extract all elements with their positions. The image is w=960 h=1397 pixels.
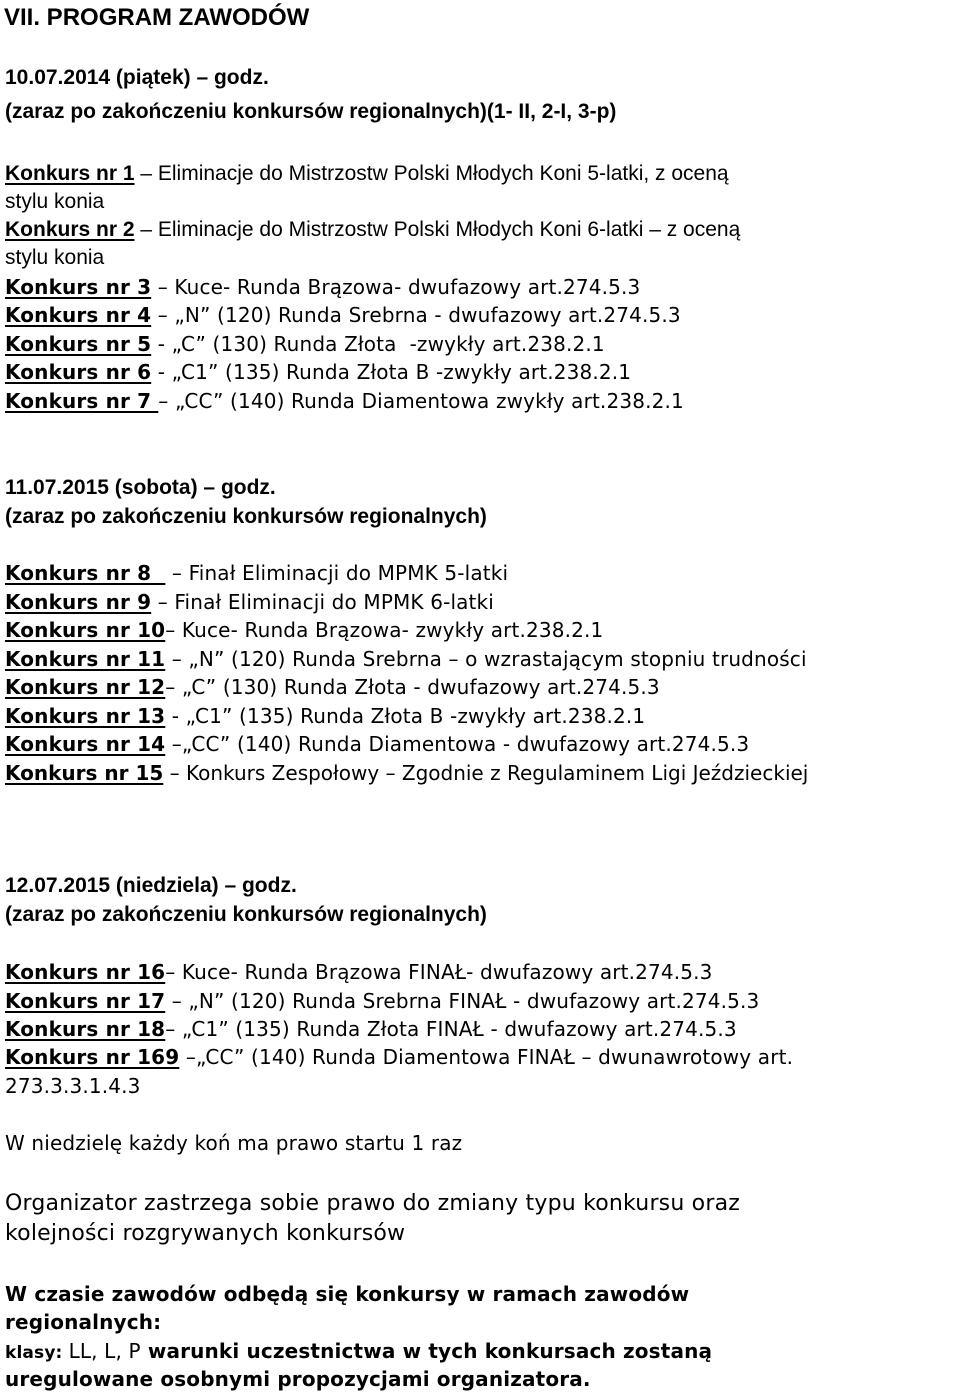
- competition-label: Konkurs nr 6: [5, 360, 152, 384]
- competition-row: [5, 1047, 793, 1067]
- competition-label: Konkurs nr 18: [5, 1017, 166, 1041]
- competition-text: – Eliminacje do Mistrzostw Polski Młodych Koni 5-latki, z oceną: [134, 162, 729, 185]
- competition-text: – Konkurs Zespołowy – Zgodnie z Regulaminem Ligi Jeździeckiej: [163, 761, 809, 785]
- competition-row: [5, 277, 640, 297]
- competition-row: [5, 991, 759, 1011]
- competition-row: [5, 163, 729, 184]
- competition-text: – „C1” (135) Runda Złota FINAŁ - dwufazowy art.274.5.3: [165, 1017, 737, 1041]
- competition-row-continued: [5, 1076, 141, 1096]
- competition-text: - „C” (130) Runda Złota -zwykły art.238.2.1: [151, 332, 605, 356]
- competition-row: [5, 391, 684, 411]
- competition-row: [5, 362, 631, 382]
- competition-row: [5, 763, 808, 783]
- regional-note-line-2: regionalnych:: [5, 1310, 162, 1334]
- competition-row-continued: [5, 247, 104, 268]
- day-3-note: (zaraz po zakończeniu konkursów regionalnych): [5, 903, 487, 926]
- competition-label: Konkurs nr 7: [5, 389, 159, 413]
- competition-text: –„CC” (140) Runda Diamentowa FINAŁ – dwunawrotowy art.: [179, 1045, 794, 1069]
- competition-row: [5, 305, 681, 325]
- competition-label: Konkurs nr 12: [5, 675, 166, 699]
- day-2-note: (zaraz po zakończeniu konkursów regionalnych): [5, 505, 487, 528]
- competition-row: [5, 620, 603, 640]
- competition-row: [5, 734, 749, 754]
- day-1-date: 10.07.2014 (piątek) – godz.: [5, 66, 269, 89]
- competition-text: – Kuce- Runda Brązowa FINAŁ- dwufazowy art.274.5.3: [165, 960, 713, 984]
- regional-note-line-4: uregulowane osobnymi propozycjami organizatora.: [5, 1367, 591, 1391]
- competition-label: Konkurs nr 9: [5, 590, 152, 614]
- competition-text: – „C” (130) Runda Złota - dwufazowy art.274.5.3: [165, 675, 660, 699]
- competition-text: – Kuce- Runda Brązowa- zwykły art.238.2.1: [165, 618, 604, 642]
- competition-text: - „C1” (135) Runda Złota B -zwykły art.238.2.1: [151, 360, 632, 384]
- day-3-date: 12.07.2015 (niedziela) – godz.: [5, 874, 297, 897]
- competition-row: [5, 334, 605, 354]
- competition-label: Konkurs nr 17: [5, 989, 166, 1013]
- competition-text: stylu konia: [5, 246, 105, 269]
- competition-text: stylu konia: [5, 190, 105, 213]
- day-1-note: (zaraz po zakończeniu konkursów regionalnych)(1- II, 2-I, 3-p): [5, 100, 617, 123]
- competition-label: Konkurs nr 2: [5, 218, 135, 241]
- competition-label: Konkurs nr 13: [5, 704, 166, 728]
- competition-label: Konkurs nr 14: [5, 732, 166, 756]
- competition-text: – „N” (120) Runda Srebrna FINAŁ - dwufazowy art.274.5.3: [165, 989, 760, 1013]
- competition-label: Konkurs nr 11: [5, 647, 166, 671]
- competition-text: – Eliminacje do Mistrzostw Polski Młodych Koni 6-latki – z oceną: [134, 218, 741, 241]
- competition-label: Konkurs nr 15: [5, 761, 164, 785]
- classes-label: klasy:: [5, 1343, 69, 1363]
- competition-label: Konkurs nr 8: [5, 561, 166, 585]
- competition-text: –„CC” (140) Runda Diamentowa - dwufazowy art.274.5.3: [165, 732, 750, 756]
- classes-value: LL, L, P: [68, 1339, 141, 1363]
- competition-row: [5, 1019, 737, 1039]
- regional-note-line-3: [5, 1341, 712, 1362]
- organizer-note-line-1: Organizator zastrzega sobie prawo do zmiany typu konkursu oraz: [5, 1191, 741, 1216]
- competition-text: – Finał Eliminacji do MPMK 6-latki: [151, 590, 494, 614]
- competition-row: [5, 219, 740, 240]
- competition-text: – „N” (120) Runda Srebrna – o wzrastającym stopniu trudności: [165, 647, 807, 671]
- competition-label: Konkurs nr 4: [5, 303, 152, 327]
- competition-text: 273.3.3.1.4.3: [5, 1074, 141, 1098]
- competition-row: [5, 706, 645, 726]
- competition-text: – Kuce- Runda Brązowa- dwufazowy art.274.5.3: [151, 275, 641, 299]
- competition-label: Konkurs nr 1: [5, 162, 135, 185]
- competition-text: – „N” (120) Runda Srebrna - dwufazowy art.274.5.3: [151, 303, 681, 327]
- day-2-date: 11.07.2015 (sobota) – godz.: [5, 476, 276, 499]
- competition-label: Konkurs nr 10: [5, 618, 166, 642]
- competition-label: Konkurs nr 16: [5, 960, 166, 984]
- competition-label: Konkurs nr 169: [5, 1045, 180, 1069]
- competition-row: [5, 563, 508, 583]
- competition-row: [5, 649, 807, 669]
- classes-rest: warunki uczestnictwa w tych konkursach zostaną: [140, 1339, 713, 1363]
- competition-row-continued: [5, 191, 104, 212]
- page-title: VII. PROGRAM ZAWODÓW: [4, 4, 310, 31]
- competition-text: – Finał Eliminacji do MPMK 5-latki: [165, 561, 509, 585]
- competition-label: Konkurs nr 3: [5, 275, 152, 299]
- competition-row: [5, 677, 660, 697]
- competition-text: - „C1” (135) Runda Złota B -zwykły art.238.2.1: [165, 704, 646, 728]
- competition-label: Konkurs nr 5: [5, 332, 152, 356]
- competition-row: [5, 592, 494, 612]
- regional-note-line-1: W czasie zawodów odbędą się konkursy w ramach zawodów: [5, 1282, 690, 1306]
- competition-text: – „CC” (140) Runda Diamentowa zwykły art.238.2.1: [158, 389, 684, 413]
- competition-row: [5, 962, 713, 982]
- organizer-note-line-2: kolejności rozgrywanych konkursów: [5, 1221, 406, 1246]
- sunday-start-note: W niedzielę każdy koń ma prawo startu 1 raz: [5, 1131, 463, 1155]
